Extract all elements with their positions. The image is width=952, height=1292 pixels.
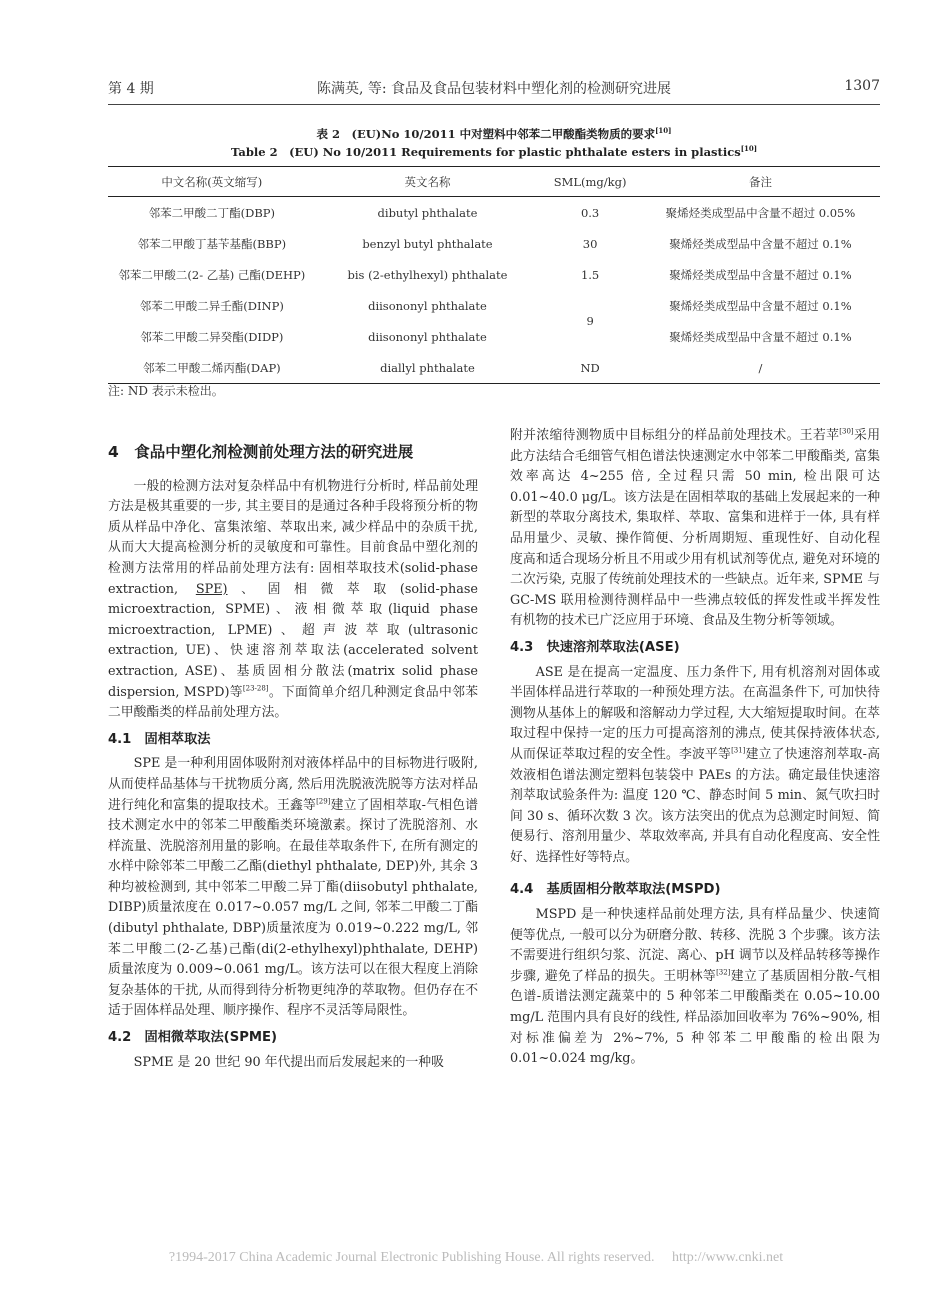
subsection-heading: 4.2 固相微萃取法(SPME): [108, 1030, 278, 1046]
table-cell: diisononyl phthalate: [368, 298, 487, 313]
phthalate-requirements-table: [108, 166, 880, 384]
subsection-heading: 4.1 固相萃取法: [108, 731, 211, 747]
subsection-heading: 4.3 快速溶剂萃取法(ASE): [510, 639, 680, 655]
table-cell: 邻苯二甲酸二异壬酯(DINP): [139, 298, 284, 313]
table-header-cell: 英文名称: [404, 174, 451, 189]
table-row: [108, 290, 880, 321]
table-cell: 聚烯烃类成型品中含量不超过 0.1%: [669, 236, 852, 251]
table-header-cell: SML(mg/kg): [553, 174, 627, 189]
body-paragraph: SPME 是 20 世纪 90 年代提出而后发展起来的一种吸: [133, 1054, 444, 1070]
table-row: [108, 228, 880, 259]
copyright-footer: ?1994-2017 China Academic Journal Electronic Publishing House. All rights reserved. http://www.cnki.net: [168, 1250, 784, 1265]
table-note: 注: ND 表示未检出。: [108, 384, 224, 398]
citation[interactable]: [32]: [716, 968, 731, 977]
table-caption-en: Table 2 (EU) No 10/2011 Requirements for plastic phthalate esters in plastics[10]: [230, 144, 758, 159]
citation[interactable]: [31]: [731, 746, 746, 755]
table-cell: 聚烯烃类成型品中含量不超过 0.1%: [669, 298, 852, 313]
left-column: [108, 426, 478, 1073]
issue-number: 第 4 期: [108, 81, 154, 97]
table-header-row: [108, 167, 880, 197]
table-header-cell: 中文名称(英文缩写): [161, 174, 263, 189]
table-cell-merged: 9: [586, 314, 594, 328]
table-cell: 邻苯二甲酸二异癸酯(DIDP): [140, 329, 284, 344]
citation[interactable]: [30]: [839, 427, 854, 436]
citation[interactable]: [23-28]: [242, 684, 269, 693]
right-column: [510, 426, 880, 1070]
running-title: 陈满英, 等: 食品及食品包装材料中塑化剂的检测研究进展: [316, 81, 672, 97]
table-caption-cn: 表 2 (EU)No 10/2011 中对塑料中邻苯二甲酸酯类物质的要求[10]: [316, 126, 672, 141]
table-cell: 30: [582, 236, 598, 251]
table-cell: benzyl butyl phthalate: [362, 236, 493, 251]
body-paragraph: 一般的检测方法对复杂样品中有机物进行分析时, 样品前处理方法是极其重要的一步, 其主要目的是通过各种手段将预分析的物质从样品中净化、富集浓缩、萃取出来, 减少样品中的杂质干扰, 从而大大提高检测分析的灵敏度和可靠性。目前食品中塑化剂的检测方法常用的样品前处理方法有: 固相萃取技术(solid-phase extraction, SPE)、固相微萃取(solid-phase microextraction, SPME)、液相微萃取(liquid phase microextraction, LPME)、超声波萃取(ultrasonic extraction, UE)、快速溶剂萃取法(accelerated solvent extraction, ASE)、基质固相分散法(matrix solid phase dispersion, MSPD)等[23-28]。下面简单介绍几种测定食品中邻苯二甲酸酯类的样品前处理方法。: [108, 478, 478, 721]
table-cell: dibutyl phthalate: [377, 205, 478, 220]
table-cell: 邻苯二甲酸二烯丙酯(DAP): [142, 360, 281, 375]
table-cell: /: [758, 360, 763, 375]
table-cell: 1.5: [580, 267, 600, 282]
table-cell: diisononyl phthalate: [368, 329, 487, 344]
page-number: 1307: [844, 78, 880, 94]
table-cell: ND: [580, 360, 600, 375]
running-header: [108, 78, 880, 100]
table-cell: 聚烯烃类成型品中含量不超过 0.1%: [669, 267, 852, 282]
table-cell: diallyl phthalate: [380, 360, 475, 375]
body-paragraph: ASE 是在提高一定温度、压力条件下, 用有机溶剂对固体或半固体样品进行萃取的一种预处理方法。在高温条件下, 可加快待测物从基体上的解吸和溶解动力学过程, 大大缩短提取时间。在萃取过程中保持一定的压力可提高溶剂的沸点, 使其保持液体状态, 从而保证萃取过程的安全性。李波平等[31]建立了快速溶剂萃取-高效液相色谱法测定塑料包装袋中 PAEs 的方法。确定最佳快速溶剂萃取试验条件为: 温度 120 ℃、静态时间 5 min、氮气吹扫时间 30 s、循环次数 3 次。该方法突出的优点为总测定时间短、简便易行、溶剂用量少、萃取效率高, 并具有自动化程度高、安全性好、选择性好等特点。: [510, 664, 881, 865]
body-paragraph: MSPD 是一种快速样品前处理方法, 具有样品量少、快速简便等优点, 一般可以分为研磨分散、转移、洗脱 3 个步骤。该方法不需要进行组织匀浆、沉淀、离心、pH 调节以及样品转移等操作步骤, 避免了样品的损失。王明林等[32]建立了基质固相分散-气相色谱-质谱法测定蔬菜中的 5 种邻苯二甲酸酯类在 0.05~10.00 mg/L 范围内具有良好的线性, 样品添加回收率为 76%~90%, 相对标准偏差为 2%~7%, 5 种邻苯二甲酸酯的检出限为 0.01~0.024 mg/kg。: [510, 907, 881, 1067]
citation[interactable]: [10]: [740, 144, 758, 154]
table-cell: 聚烯烃类成型品中含量不超过 0.1%: [669, 329, 852, 344]
table-row: [108, 197, 880, 229]
table-cell: bis (2-ethylhexyl) phthalate: [347, 267, 508, 282]
citation[interactable]: [29]: [316, 797, 331, 806]
table-row: [108, 259, 880, 290]
table-cell: 邻苯二甲酸二(2- 乙基) 己酯(DEHP): [118, 267, 306, 282]
citation[interactable]: [10]: [655, 126, 672, 136]
table-header-cell: 备注: [748, 174, 772, 189]
subsection-heading: 4.4 基质固相分散萃取法(MSPD): [510, 882, 721, 898]
table-cell: 邻苯二甲酸丁基苄基酯(BBP): [137, 236, 287, 251]
table-row: [108, 352, 880, 384]
table-row: [108, 321, 880, 352]
body-paragraph: 附并浓缩待测物质中目标组分的样品前处理技术。王若苹[30]采用此方法结合毛细管气相色谱法快速测定水中邻苯二甲酸酯类, 富集效率高达 4~255 倍, 全过程只需 50 min, 检出限可达 0.01~40.0 μg/L。该方法是在固相萃取的基础上发展起来的一种新型的萃取分离技术, 集取样、萃取、富集和进样于一体, 具有样品用量少、灵敏、操作简便、分析周期短、重现性好、自动化程度高和适合现场分析且不用或少用有机试剂等优点, 避免对环境的二次污染, 克服了传统前处理技术的一些缺点。近年来, SPME 与 GC-MS 联用检测待测样品中一些沸点较低的挥发性或半挥发性有机物的技术已广泛应用于环境、食品及生物分析等领域。: [510, 427, 881, 629]
table-cell: 邻苯二甲酸二丁酯(DBP): [148, 205, 275, 220]
table-cell: 0.3: [580, 205, 600, 220]
header-rule: [108, 104, 880, 105]
table-cell: 聚烯烃类成型品中含量不超过 0.05%: [665, 205, 856, 220]
section-heading: 4 食品中塑化剂检测前处理方法的研究进展: [108, 443, 414, 461]
body-paragraph: SPE 是一种利用固体吸附剂对液体样品中的目标物进行吸附, 从而使样品基体与干扰物质分离, 然后用洗脱液洗脱等方法对样品进行纯化和富集的提取技术。王鑫等[29]建立了固相萃取-气相色谱技术测定水中的邻苯二甲酸酯类环境激素。探讨了洗脱溶剂、水样流量、洗脱溶剂用量的影响。在最佳萃取条件下, 在所有测定的水样中除邻苯二甲酸二乙酯(diethyl phthalate, DEP)外, 其余 3 种均被检测到, 其中邻苯二甲酸二异丁酯(diisobutyl phthalate, DIBP)质量浓度在 0.017~0.057 mg/L 之间, 邻苯二甲酸二丁酯(dibutyl phthalate, DBP)质量浓度为 0.019~0.222 mg/L, 邻苯二甲酸二(2-乙基)己酯(di(2-ethylhexyl)phthalate, DEHP)质量浓度为 0.009~0.061 mg/L。该方法可以在很大程度上消除复杂基体的干扰, 从而得到待分析物更纯净的萃取物。但仍存在不适于固体样品处理、顺序操作、程序不灵活等局限性。: [108, 756, 479, 1019]
